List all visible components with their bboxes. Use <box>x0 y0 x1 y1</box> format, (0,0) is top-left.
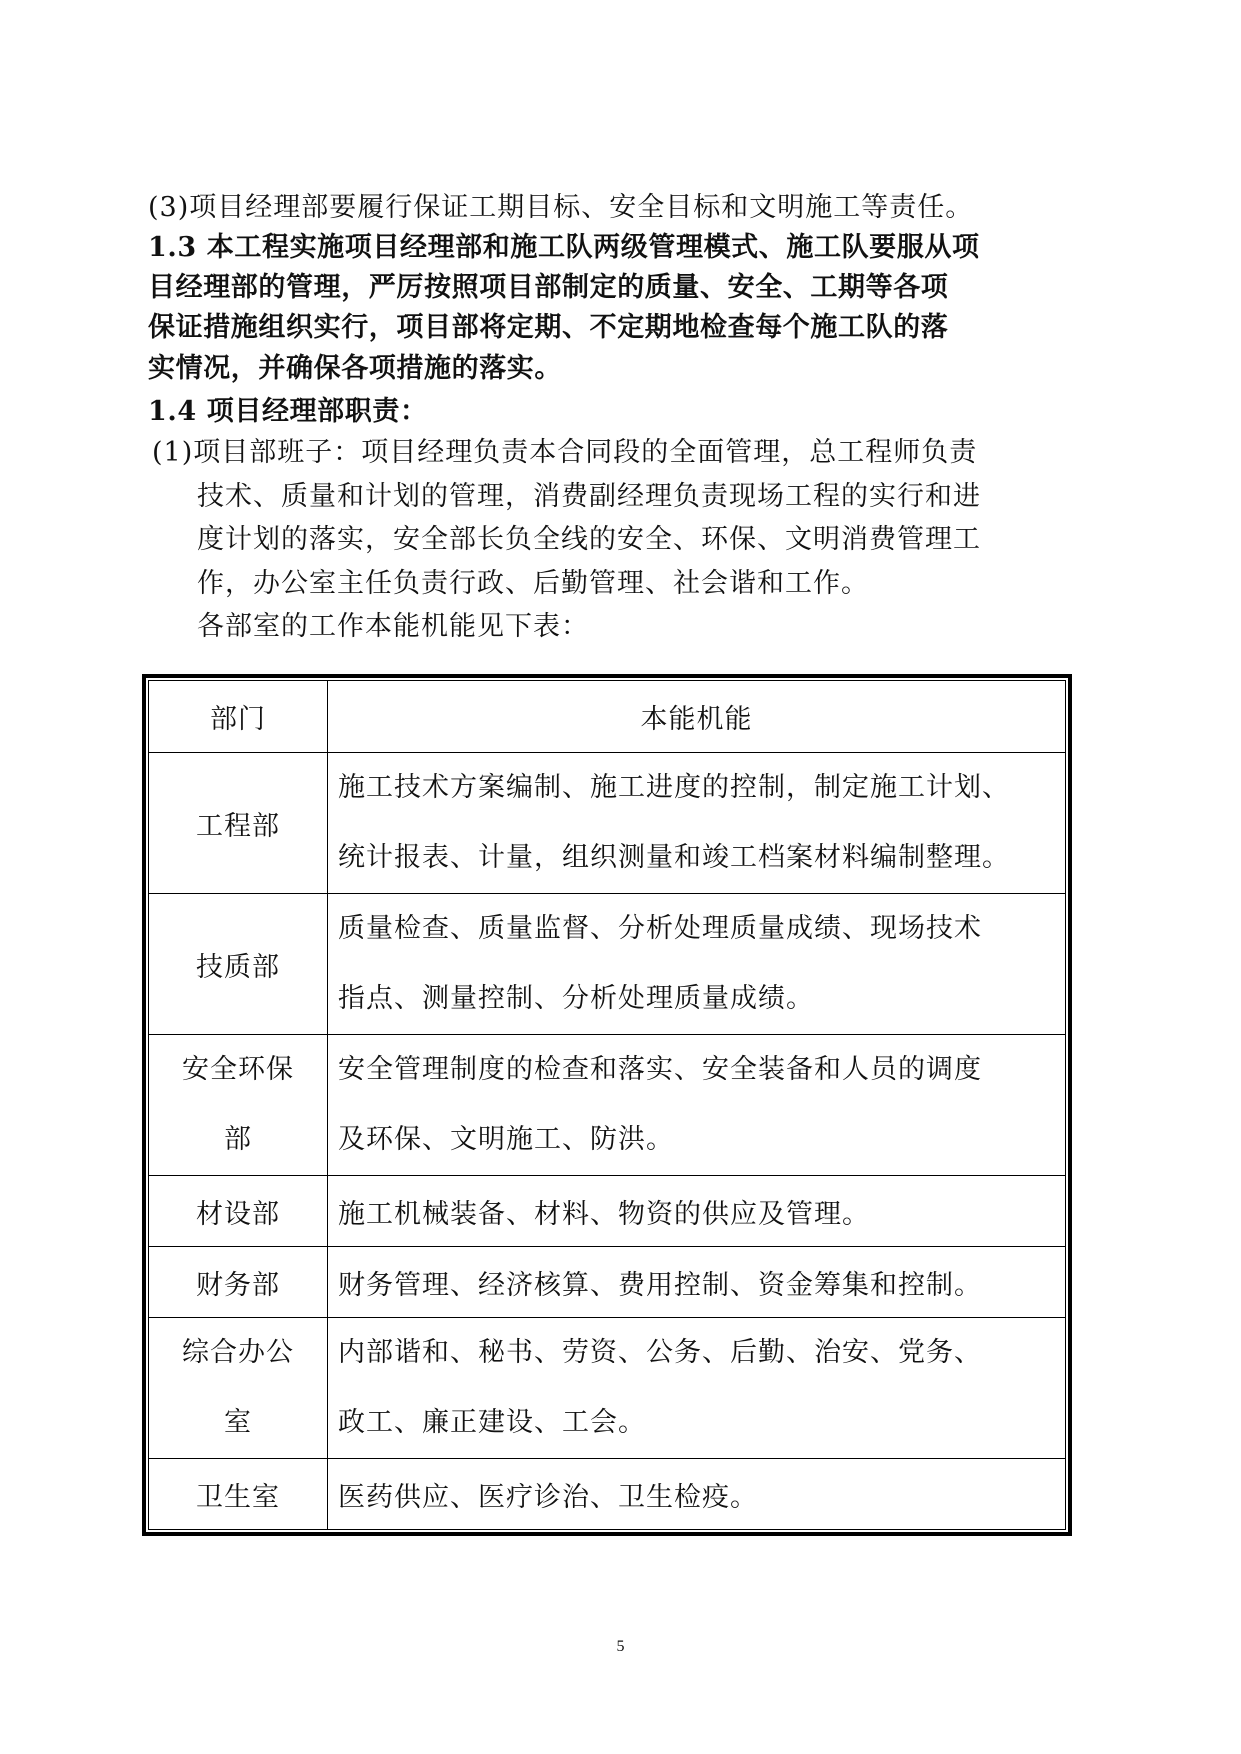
func-line: 指点、测量控制、分析处理质量成绩。 <box>338 983 814 1014</box>
dept-cell: 卫生室 <box>149 1459 328 1530</box>
func-cell <box>328 1318 1066 1459</box>
table-row <box>149 753 1066 894</box>
table-row <box>149 1035 1066 1176</box>
paragraph-line: 作，办公室主任负责行政、后勤管理、社会谐和工作。 <box>197 568 869 599</box>
func-line: 安全管理制度的检查和落实、安全装备和人员的调度 <box>338 1054 982 1085</box>
func-cell: 医药供应、医疗诊治、卫生检疫。 <box>328 1459 1066 1530</box>
table-row <box>149 1247 1066 1318</box>
section-heading-1-4: 1.4 项目经理部职责： <box>148 396 428 427</box>
func-line: 统计报表、计量，组织测量和竣工档案材料编制整理。 <box>338 842 1010 873</box>
func-line: 及环保、文明施工、防洪。 <box>338 1124 674 1155</box>
section-heading-1-3: 1.3 本工程实施项目经理部和施工队两级管理模式、施工队要服从项 <box>148 232 980 263</box>
table-intro: 各部室的工作本能机能见下表： <box>197 611 589 642</box>
section-heading-1-3-cont: 目经理部的管理，严厉按照项目部制定的质量、安全、工期等各项 <box>148 272 949 303</box>
dept-cell: 财务部 <box>149 1247 328 1318</box>
func-cell <box>328 753 1066 894</box>
dept-line: 室 <box>224 1407 252 1438</box>
func-line: 质量检查、质量监督、分析处理质量成绩、现场技术 <box>338 913 982 944</box>
dept-cell: 技质部 <box>149 894 328 1035</box>
section-heading-1-3-cont: 保证措施组织实行，项目部将定期、不定期地检查每个施工队的落 <box>148 312 949 343</box>
table-row <box>149 1459 1066 1530</box>
dept-cell <box>149 1035 328 1176</box>
func-line: 内部谐和、秘书、劳资、公务、后勤、治安、党务、 <box>338 1337 982 1368</box>
func-line: 施工技术方案编制、施工进度的控制，制定施工计划、 <box>338 772 1010 803</box>
func-cell: 施工机械装备、材料、物资的供应及管理。 <box>328 1176 1066 1247</box>
table-row <box>149 1318 1066 1459</box>
paragraph-line: 技术、质量和计划的管理，消费副经理负责现场工程的实行和进 <box>197 481 981 512</box>
paragraph-line: 度计划的落实，安全部长负全线的安全、环保、文明消费管理工 <box>197 524 981 555</box>
dept-cell: 材设部 <box>149 1176 328 1247</box>
table-row <box>149 1176 1066 1247</box>
page-number: 5 <box>616 1638 625 1655</box>
section-heading-1-3-cont: 实情况，并确保各项措施的落实。 <box>148 353 562 384</box>
dept-cell <box>149 1318 328 1459</box>
func-line: 政工、廉正建设、工会。 <box>338 1407 646 1438</box>
dept-cell: 工程部 <box>149 753 328 894</box>
table-row <box>149 894 1066 1035</box>
dept-line: 安全环保 <box>182 1054 294 1085</box>
func-cell <box>328 1035 1066 1176</box>
paragraph-line: (3)项目经理部要履行保证工期目标、安全目标和文明施工等责任。 <box>148 192 974 223</box>
func-cell <box>328 894 1066 1035</box>
paragraph-line: (1)项目部班子：项目经理负责本合同段的全面管理，总工程师负责 <box>152 437 978 468</box>
department-table <box>142 674 1072 1536</box>
func-cell: 财务管理、经济核算、费用控制、资金筹集和控制。 <box>328 1247 1066 1318</box>
dept-line: 综合办公 <box>182 1337 294 1368</box>
header-dept-cell: 部门 <box>149 681 328 753</box>
header-func-cell: 本能机能 <box>328 681 1066 753</box>
table-header-row <box>149 681 1066 753</box>
dept-line: 部 <box>224 1124 252 1155</box>
